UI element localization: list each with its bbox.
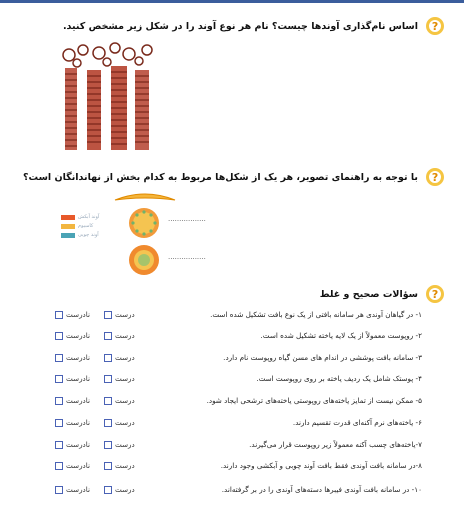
false-option-label: نادرست	[66, 418, 90, 427]
true-option-label: درست	[114, 331, 135, 340]
false-option-label: نادرست	[66, 396, 90, 405]
tf-statement: ۱۰- در سامانه بافت آوندی فیبرها دسته‌های آوندی را در بر گرفته‌اند.	[221, 485, 422, 494]
legend-item	[61, 223, 99, 229]
tf-options	[55, 485, 135, 494]
tf-statement: ۶- یاخته‌های نرم آکنه‌ای قدرت تقسیم دارند.	[292, 418, 422, 427]
question-2-text: با توجه به راهنمای تصویر، هر یک از شکل‌ها مربوط به کدام بخش از نهاندانگان است؟	[23, 171, 418, 183]
legend-swatch	[61, 233, 75, 238]
tf-statement: ۸-در سامانه بافت آوندی فقط بافت آوند چوبی و آبکشی وجود دارند.	[220, 461, 422, 470]
tf-statement: ۵- ممکن نیست از تمایز یاخته‌های روپوستی یاخته‌های ترشحی ایجاد شود.	[206, 396, 422, 405]
tf-statement: ۴- پوستک شامل یک ردیف یاخته بر روی روپوست است.	[256, 374, 422, 383]
tf-statement: ۷-یاخته‌های چسب آکنه معمولاً زیر روپوست قرار می‌گیرند.	[249, 440, 422, 449]
true-option-label: درست	[114, 353, 135, 362]
false-checkbox[interactable]	[55, 441, 63, 449]
legend-label: کامبیوم	[78, 223, 94, 229]
tf-options	[55, 418, 135, 427]
false-option-label: نادرست	[66, 374, 90, 383]
legend-item	[61, 214, 99, 220]
top-border	[0, 0, 464, 3]
false-option-label: نادرست	[66, 331, 90, 340]
tf-row	[0, 461, 464, 475]
false-checkbox[interactable]	[55, 311, 63, 319]
false-option-label: نادرست	[66, 461, 90, 470]
tf-row	[0, 418, 464, 432]
false-checkbox[interactable]	[55, 486, 63, 494]
true-false-title: سؤالات صحیح و غلط	[319, 288, 418, 300]
false-checkbox[interactable]	[55, 462, 63, 470]
legend-label: آوند چوبی	[78, 232, 99, 238]
true-checkbox[interactable]	[104, 441, 112, 449]
false-checkbox[interactable]	[55, 332, 63, 340]
true-option-label: درست	[114, 396, 135, 405]
legend-label: آوند آبکش	[78, 214, 100, 220]
tf-row	[0, 353, 464, 367]
tf-row	[0, 396, 464, 410]
answer-blank-2: .................	[168, 253, 206, 261]
question-1-text: اساس نام‌گذاری آوندها چیست؟ نام هر نوع آوند را در شکل زیر مشخص کنید.	[62, 20, 418, 32]
true-checkbox[interactable]	[104, 311, 112, 319]
true-option-label: درست	[114, 440, 135, 449]
xylem-vessels-figure	[55, 40, 160, 155]
tf-statement: ۲- روپوست معمولاً از یک لایه یاخته تشکیل شده است.	[260, 331, 422, 340]
false-option-label: نادرست	[66, 485, 90, 494]
true-option-label: درست	[114, 310, 135, 319]
true-checkbox[interactable]	[104, 397, 112, 405]
tf-options	[55, 331, 135, 340]
question-2	[23, 168, 444, 186]
question-icon: ?	[426, 17, 444, 35]
tf-row	[0, 310, 464, 324]
tf-statement: ۳- سامانه بافت پوششی در اندام های مسن گیاه روپوست نام دارد.	[223, 353, 422, 362]
question-3	[320, 285, 444, 303]
question-icon: ?	[426, 168, 444, 186]
true-option-label: درست	[114, 485, 135, 494]
true-checkbox[interactable]	[104, 354, 112, 362]
tf-options	[55, 374, 135, 383]
false-option-label: نادرست	[66, 440, 90, 449]
tf-options	[55, 396, 135, 405]
true-checkbox[interactable]	[104, 486, 112, 494]
tf-row	[0, 331, 464, 345]
tf-statement: ۱- در گیاهان آوندی هر سامانه بافتی از یک نوع بافت تشکیل شده است.	[210, 310, 422, 319]
true-option-label: درست	[114, 374, 135, 383]
true-option-label: درست	[114, 461, 135, 470]
false-checkbox[interactable]	[55, 397, 63, 405]
true-checkbox[interactable]	[104, 375, 112, 383]
tf-row	[0, 374, 464, 388]
true-checkbox[interactable]	[104, 419, 112, 427]
false-option-label: نادرست	[66, 310, 90, 319]
false-checkbox[interactable]	[55, 375, 63, 383]
answer-blank-1: .................	[168, 215, 206, 223]
legend-swatch	[61, 215, 75, 220]
false-option-label: نادرست	[66, 353, 90, 362]
legend-item	[61, 232, 99, 238]
true-checkbox[interactable]	[104, 332, 112, 340]
true-option-label: درست	[114, 418, 135, 427]
question-1	[63, 17, 444, 35]
tf-options	[55, 310, 135, 319]
tf-options	[55, 461, 135, 470]
tf-options	[55, 440, 135, 449]
figure-legend	[61, 214, 99, 241]
false-checkbox[interactable]	[55, 354, 63, 362]
false-checkbox[interactable]	[55, 419, 63, 427]
legend-swatch	[61, 224, 75, 229]
tf-row	[0, 440, 464, 454]
question-icon: ?	[426, 285, 444, 303]
true-checkbox[interactable]	[104, 462, 112, 470]
tf-row	[0, 485, 464, 499]
tf-options	[55, 353, 135, 362]
